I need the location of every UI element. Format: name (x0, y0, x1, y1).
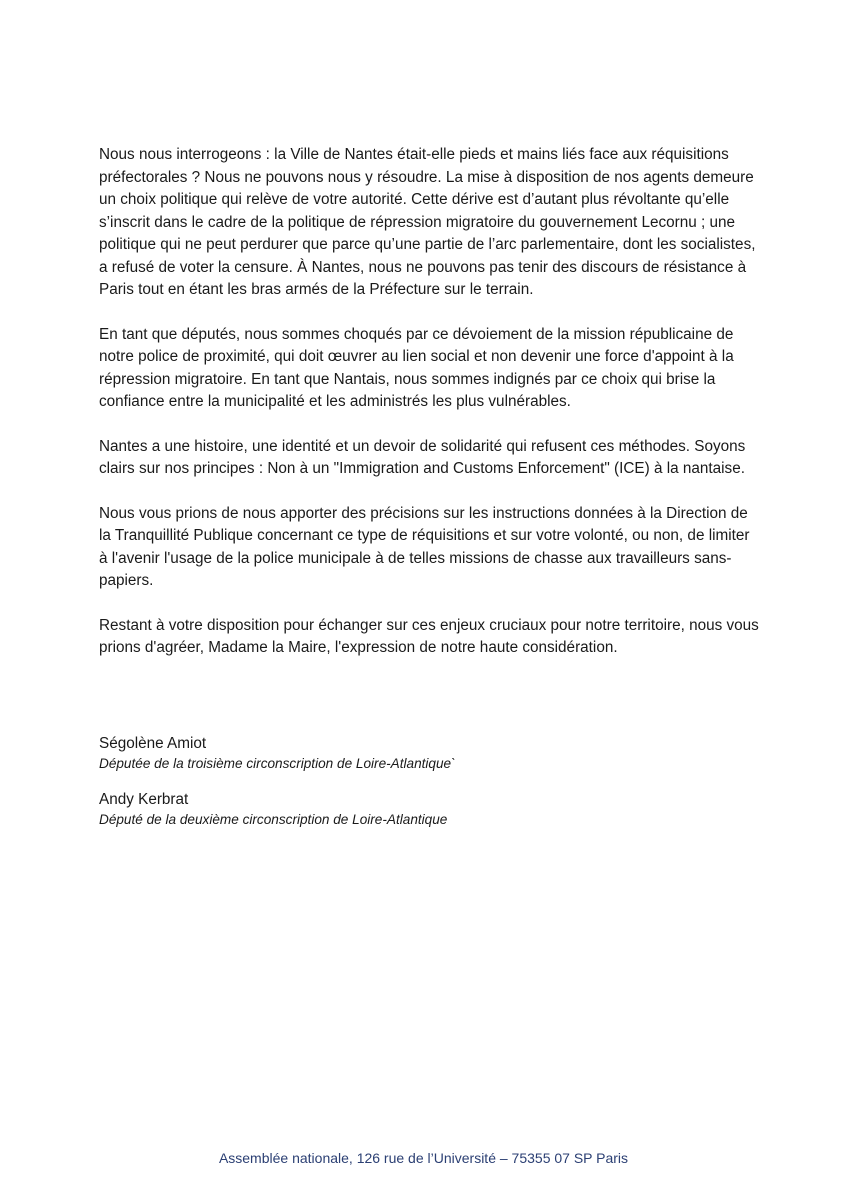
paragraph-5: Restant à votre disposition pour échanger sur ces enjeux cruciaux pour notre territoire, nous vous prions d'agréer, Madame la Maire, l'expression de notre haute considération. (99, 616, 759, 656)
signatory-name: Andy Kerbrat (99, 791, 189, 808)
paragraph-2: En tant que députés, nous sommes choqués par ce dévoiement de la mission républicaine de notre police de proximité, qui doit œuvrer au lien social et non devenir une force d'appoint à la répression migratoire. En tant que Nantais, nous sommes indignés par ce choix qui brise la confiance entre la municipalité et les administrés les plus vulnérables. (99, 325, 734, 410)
signatory-1 (99, 733, 761, 774)
signatory-title: Député de la deuxième circonscription de Loire-Atlantique (99, 812, 448, 827)
signatory-title: Députée de la troisième circonscription de Loire-Atlantique` (99, 756, 456, 771)
letter-body (99, 144, 761, 682)
footer-address: Assemblée nationale, 126 rue de l’Université – 75355 07 SP Paris (218, 1150, 629, 1166)
signatory-2 (99, 789, 761, 830)
signature-block (99, 733, 761, 845)
paragraph-4: Nous vous prions de nous apporter des précisions sur les instructions données à la Direction de la Tranquillité Publique concernant ce type de réquisitions et sur votre volonté, ou non, de limiter à l'avenir l'usage de la police municipale à de telles missions de chasse aux travailleurs sans-papiers. (99, 504, 750, 589)
paragraph-3: Nantes a une histoire, une identité et un devoir de solidarité qui refusent ces méthodes. Soyons clairs sur nos principes : Non à un "Immigration and Customs Enforcement" (ICE) à la nantaise. (99, 437, 746, 477)
paragraph-1: Nous nous interrogeons : la Ville de Nantes était-elle pieds et mains liés face aux réquisitions préfectorales ? Nous ne pouvons nous y résoudre. La mise à disposition de nos agents demeure un choix politique qui relève de votre autorité. Cette dérive est d’autant plus révoltante qu’elle s’inscrit dans le cadre de la politique de répression migratoire du gouvernement Lecornu ; une politique qui ne peut perdurer que parce qu’une partie de l’arc parlementaire, dont les socialistes, a refusé de voter la censure. À Nantes, nous ne pouvons pas tenir des discours de résistance à Paris tout en étant les bras armés de la Préfecture sur le terrain. (99, 146, 756, 298)
signatory-name: Ségolène Amiot (99, 735, 207, 752)
